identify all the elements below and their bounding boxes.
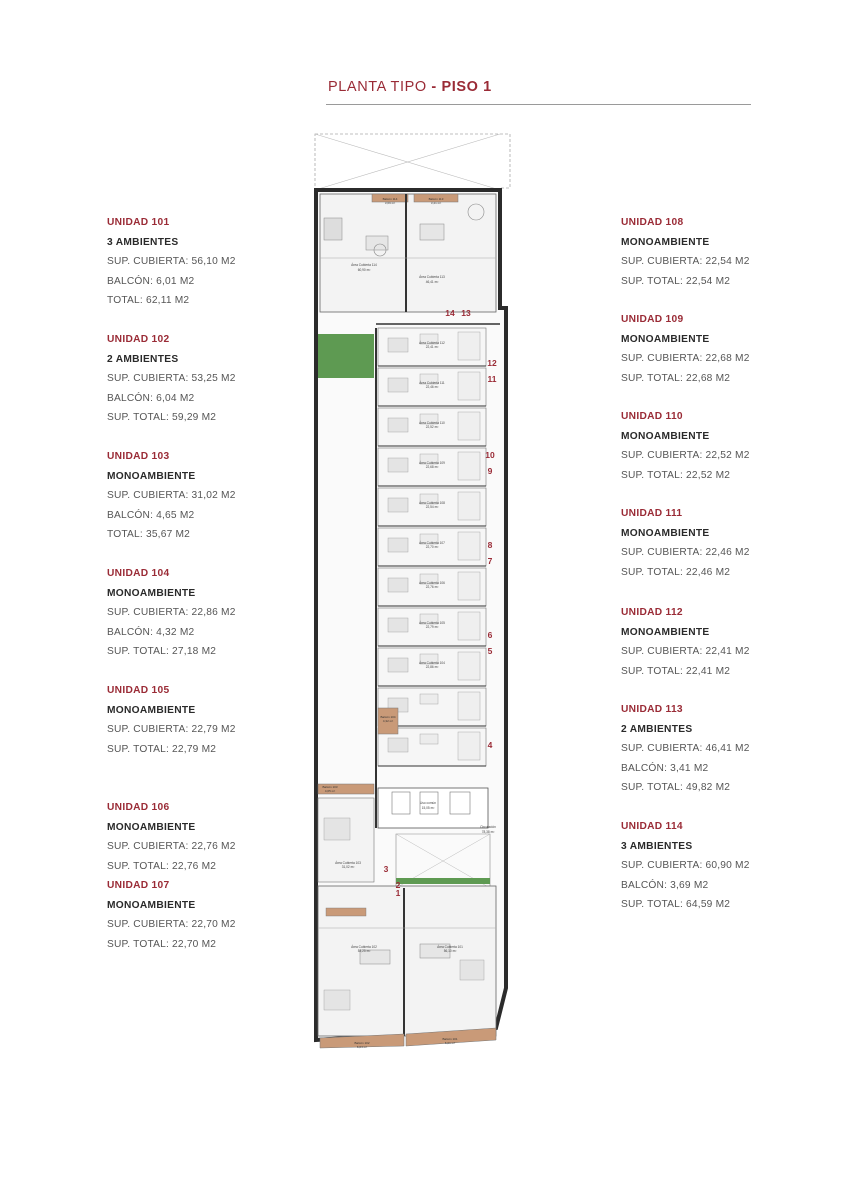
area-label: Área Cubierta 103	[335, 861, 361, 865]
plan-bathroom	[458, 372, 480, 400]
unit-name: UNIDAD 102	[107, 334, 170, 345]
unit-block	[107, 798, 236, 876]
area-label: Área Cubierta 113	[419, 275, 445, 279]
unit-area-line: BALCÓN: 3,69 M2	[621, 879, 709, 891]
unit-block	[621, 407, 750, 485]
unit-area-line: SUP. CUBIERTA: 22,54 M2	[621, 256, 750, 267]
unit-area-line: BALCÓN: 6,01 M2	[107, 275, 195, 287]
plan-furniture	[388, 458, 408, 472]
unit-type: MONOAMBIENTE	[107, 704, 196, 716]
plan-furniture	[420, 734, 438, 744]
unit-area-line: SUP. TOTAL: 27,18 M2	[107, 646, 217, 657]
unit-entry-marker: 6	[487, 630, 493, 640]
plan-furniture	[388, 578, 408, 592]
balcony-label: Balcón 103	[322, 785, 338, 789]
common-label: Uso común	[419, 801, 437, 805]
unit-area-line: SUP. CUBIERTA: 53,25 M2	[107, 373, 236, 384]
unit-name: UNIDAD 114	[621, 821, 683, 832]
unit-name: UNIDAD 106	[107, 802, 170, 813]
unit-entry-marker: 9	[487, 466, 493, 476]
unit-area-line: SUP. TOTAL: 22,54 M2	[621, 275, 731, 287]
unit-area-line: SUP. TOTAL: 64,59 M2	[621, 899, 731, 910]
unit-type: MONOAMBIENTE	[621, 333, 710, 345]
unit-type: MONOAMBIENTE	[621, 236, 710, 248]
unit-block	[621, 817, 750, 915]
unit-name: UNIDAD 109	[621, 314, 684, 325]
plan-furniture	[460, 960, 484, 980]
plan-bathroom	[458, 332, 480, 360]
unit-area-line: SUP. CUBIERTA: 60,90 M2	[621, 860, 750, 871]
area-label: Área Cubierta 107	[419, 541, 445, 545]
unit-area-line: SUP. TOTAL: 22,41 M2	[621, 665, 731, 677]
plan-bathroom	[458, 732, 480, 760]
unit-entry-marker: 1	[395, 888, 401, 898]
area-label: Área Cubierta 110	[419, 421, 445, 425]
balcony-label: Balcón 114	[382, 197, 398, 201]
plan-furniture	[388, 418, 408, 432]
area-label: Área Cubierta 104	[419, 661, 445, 665]
unit-area-line: SUP. CUBIERTA: 46,41 M2	[621, 743, 750, 754]
elevator	[450, 792, 470, 814]
unit-entry-marker: 2	[395, 880, 401, 890]
plan-furniture	[388, 538, 408, 552]
common-label: Circulación	[480, 825, 496, 829]
balcony-label: 3,41 m²	[430, 201, 442, 205]
title-separator: -	[431, 79, 437, 95]
area-label: 22,41 m²	[425, 345, 439, 349]
floor-plan	[300, 128, 530, 1058]
area-label: 56,10 m²	[443, 949, 457, 953]
common-label: 78,38 m²	[481, 830, 495, 834]
balcony-label: 6,04 m²	[356, 1045, 368, 1049]
area-label: Área Cubierta 106	[419, 581, 445, 585]
unit-name: UNIDAD 101	[107, 217, 170, 228]
unit-block	[621, 603, 750, 681]
unit-type: 2 AMBIENTES	[621, 723, 693, 735]
unit-block	[107, 876, 236, 954]
unit-type: MONOAMBIENTE	[107, 470, 196, 482]
area-label: 53,25 m²	[357, 949, 371, 953]
unit-type: MONOAMBIENTE	[621, 430, 710, 442]
carport-outline	[315, 134, 510, 190]
garden-patch	[318, 334, 374, 378]
plan-furniture	[388, 738, 408, 752]
apartment-113-114	[320, 194, 496, 312]
unit-area-line: SUP. CUBIERTA: 31,02 M2	[107, 490, 236, 501]
unit-name: UNIDAD 103	[107, 451, 170, 462]
area-label: 22,46 m²	[425, 385, 439, 389]
plan-furniture	[388, 378, 408, 392]
unit-area-line: SUP. CUBIERTA: 22,76 M2	[107, 841, 236, 852]
area-label: Área Cubierta 114	[351, 263, 377, 267]
area-label: Área Cubierta 112	[419, 341, 445, 345]
unit-entry-marker: 5	[487, 646, 493, 656]
unit-area-line: TOTAL: 35,67 M2	[107, 529, 191, 540]
area-label: 22,79 m²	[425, 625, 439, 629]
plan-bathroom	[458, 532, 480, 560]
unit-area-line: SUP. TOTAL: 22,79 M2	[107, 743, 217, 755]
plan-furniture	[366, 236, 388, 250]
unit-area-line: SUP. CUBIERTA: 22,70 M2	[107, 919, 236, 930]
unit-name: UNIDAD 104	[107, 568, 170, 579]
unit-area-line: SUP. CUBIERTA: 22,68 M2	[621, 353, 750, 364]
plan-furniture	[324, 218, 342, 240]
area-label: 22,68 m²	[425, 465, 439, 469]
unit-name: UNIDAD 108	[621, 217, 684, 228]
area-label: 22,54 m²	[425, 505, 439, 509]
plan-furniture	[388, 658, 408, 672]
plan-furniture	[388, 338, 408, 352]
unit-entry-marker: 8	[487, 540, 493, 550]
unit-name: UNIDAD 107	[107, 880, 170, 891]
unit-name: UNIDAD 112	[621, 607, 683, 618]
unit-name: UNIDAD 111	[621, 508, 683, 519]
unit-type: 2 AMBIENTES	[107, 353, 179, 365]
unit-area-line: SUP. CUBIERTA: 56,10 M2	[107, 256, 236, 267]
plan-furniture	[324, 818, 350, 840]
plan-bathroom	[458, 572, 480, 600]
title-rule	[326, 104, 751, 105]
area-label: 31,02 m²	[341, 865, 355, 869]
unit-area-line: TOTAL: 62,11 M2	[107, 295, 190, 306]
unit-area-line: BALCÓN: 4,65 M2	[107, 509, 195, 521]
plan-bathroom	[458, 652, 480, 680]
balcony-label: Balcón 104	[380, 715, 396, 719]
unit-area-line: SUP. TOTAL: 49,82 M2	[621, 782, 731, 793]
balcony-label: Balcón 102	[354, 1041, 370, 1045]
unit-entry-marker: 11	[487, 374, 497, 384]
plan-furniture	[420, 694, 438, 704]
unit-block	[107, 447, 236, 545]
unit-type: 3 AMBIENTES	[621, 840, 693, 852]
balcony-label: Balcón 101	[442, 1037, 458, 1041]
unit-area-line: SUP. CUBIERTA: 22,41 M2	[621, 646, 750, 657]
unit-area-line: SUP. TOTAL: 22,70 M2	[107, 938, 217, 950]
page-title	[328, 79, 492, 95]
plan-bathroom	[458, 492, 480, 520]
area-label: 22,76 m²	[425, 585, 439, 589]
unit-area-line: BALCÓN: 3,41 M2	[621, 762, 709, 774]
title-floor: PISO 1	[441, 79, 492, 95]
plan-kitchen	[326, 908, 366, 916]
unit-type: 3 AMBIENTES	[107, 236, 179, 248]
plan-furniture	[388, 618, 408, 632]
unit-block	[621, 310, 750, 388]
unit-area-line: SUP. TOTAL: 22,76 M2	[107, 860, 217, 872]
plan-bathroom	[458, 612, 480, 640]
unit-entry-marker: 13	[461, 308, 471, 318]
area-label: 22,86 m²	[425, 665, 439, 669]
plan-furniture	[324, 990, 350, 1010]
balcony-label: 4,65 m²	[324, 789, 336, 793]
balcony-label: 4,32 m²	[382, 719, 394, 723]
unit-area-line: SUP. CUBIERTA: 22,46 M2	[621, 547, 750, 558]
unit-block	[107, 681, 236, 759]
area-label: Área Cubierta 105	[419, 621, 445, 625]
unit-block	[107, 213, 236, 311]
garden-strip	[396, 878, 490, 884]
plan-bathroom	[458, 412, 480, 440]
unit-entry-marker: 12	[487, 358, 497, 368]
unit-block	[107, 330, 236, 428]
unit-entry-marker: 10	[485, 450, 495, 460]
unit-type: MONOAMBIENTE	[107, 821, 196, 833]
balcony-label: 3,69 m²	[384, 201, 396, 205]
unit-area-line: SUP. CUBIERTA: 22,79 M2	[107, 724, 236, 735]
balcony-label: 6,01 m²	[444, 1041, 456, 1045]
unit-entry-marker: 3	[383, 864, 389, 874]
unit-area-line: SUP. CUBIERTA: 22,52 M2	[621, 450, 750, 461]
area-label: Área Cubierta 109	[419, 461, 445, 465]
area-label: Área Cubierta 111	[419, 381, 445, 385]
area-label: Área Cubierta 101	[437, 945, 463, 949]
title-main: PLANTA TIPO	[328, 79, 427, 95]
unit-type: MONOAMBIENTE	[621, 527, 710, 539]
unit-area-line: BALCÓN: 4,32 M2	[107, 626, 195, 638]
balcony-label: Balcón 113	[428, 197, 444, 201]
plan-furniture	[420, 224, 444, 240]
unit-block	[107, 564, 236, 662]
unit-area-line: SUP. TOTAL: 22,52 M2	[621, 469, 731, 481]
unit-entry-marker: 4	[487, 740, 493, 750]
area-label: Área Cubierta 102	[351, 945, 377, 949]
unit-area-line: SUP. TOTAL: 22,68 M2	[621, 372, 731, 384]
area-label: 46,41 m²	[425, 280, 439, 284]
unit-block	[621, 504, 750, 582]
unit-entry-marker: 7	[487, 556, 493, 566]
unit-entry-marker: 14	[445, 308, 455, 318]
area-label: 22,70 m²	[425, 545, 439, 549]
area-label: 60,90 m²	[357, 268, 371, 272]
unit-type: MONOAMBIENTE	[107, 587, 196, 599]
plan-bathroom	[458, 452, 480, 480]
unit-area-line: SUP. TOTAL: 59,29 M2	[107, 412, 217, 423]
unit-type: MONOAMBIENTE	[107, 899, 196, 911]
unit-name: UNIDAD 113	[621, 704, 683, 715]
unit-name: UNIDAD 105	[107, 685, 170, 696]
unit-area-line: SUP. TOTAL: 22,46 M2	[621, 566, 731, 578]
unit-area-line: BALCÓN: 6,04 M2	[107, 392, 195, 404]
common-label: 15,05 m²	[421, 806, 435, 810]
plan-bathroom	[458, 692, 480, 720]
unit-type: MONOAMBIENTE	[621, 626, 710, 638]
unit-area-line: SUP. CUBIERTA: 22,86 M2	[107, 607, 236, 618]
unit-block	[621, 213, 750, 291]
elevator	[392, 792, 410, 814]
area-label: Área Cubierta 108	[419, 501, 445, 505]
unit-block	[621, 700, 750, 798]
area-label: 22,52 m²	[425, 425, 439, 429]
plan-furniture	[388, 498, 408, 512]
unit-name: UNIDAD 110	[621, 411, 683, 422]
